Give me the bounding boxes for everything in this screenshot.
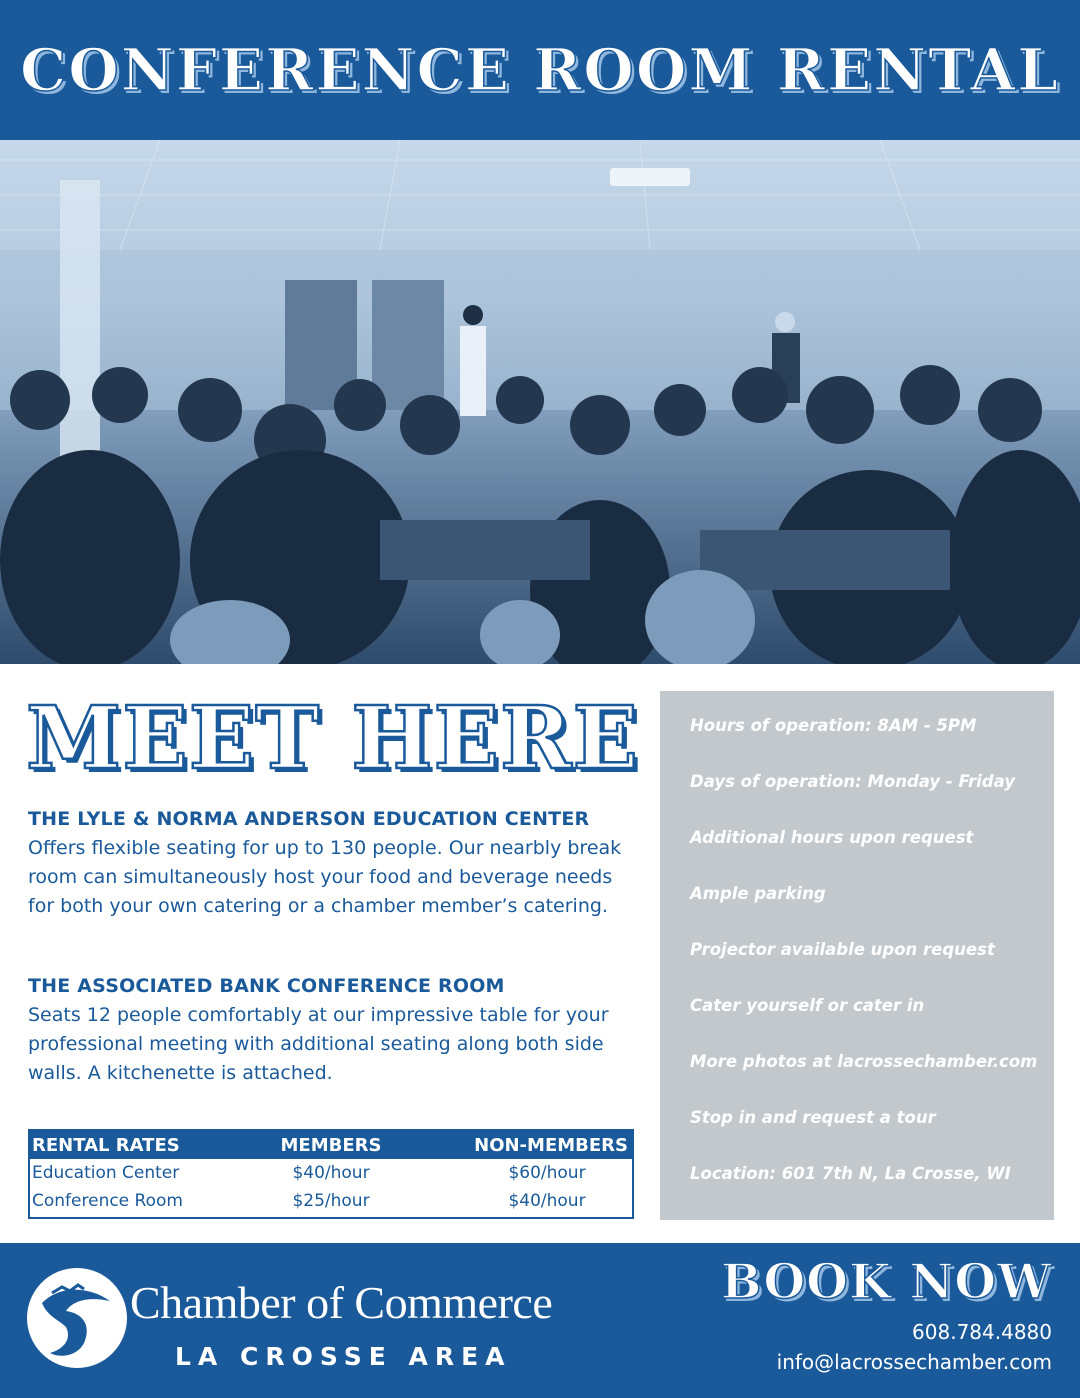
non-member-rate: $60/hour (508, 1163, 586, 1183)
info-days: Days of operation: Monday - Friday (690, 772, 1015, 791)
info-tour: Stop in and request a tour (690, 1108, 936, 1127)
conference-room-section (28, 975, 640, 1088)
header-members: MEMBERS (280, 1134, 382, 1156)
header-band (0, 0, 1080, 140)
email-link[interactable]: info@lacrossechamber.com (776, 1350, 1052, 1374)
page-title: CONFERENCE ROOM RENTAL (20, 36, 1060, 104)
meet-here-headline: MEET HERE (26, 688, 640, 789)
row-label: Conference Room (32, 1191, 183, 1211)
member-rate: $40/hour (292, 1163, 370, 1183)
info-hours: Hours of operation: 8AM - 5PM (690, 716, 977, 735)
member-rate: $25/hour (292, 1191, 370, 1211)
conference-photo (0, 140, 1080, 664)
table-row (30, 1187, 632, 1215)
info-projector: Projector available upon request (690, 940, 995, 959)
education-center-section (28, 808, 640, 921)
audience-illustration (0, 140, 1080, 664)
org-name: Chamber of Commerce (130, 1277, 553, 1328)
info-additional-hours: Additional hours upon request (690, 828, 974, 847)
section-body: Offers flexible seating for up to 130 people. Our nearbly break room can simultaneously host your food and beverage needs for both your own catering or a chamber member’s catering. (28, 837, 622, 917)
table-row (30, 1159, 632, 1187)
row-label: Education Center (32, 1163, 180, 1183)
info-location: Location: 601 7th N, La Crosse, WI (690, 1164, 1011, 1183)
rental-rates-table (28, 1129, 634, 1219)
header-non-members: NON-MEMBERS (474, 1134, 628, 1156)
header-rental-rates: RENTAL RATES (32, 1134, 180, 1156)
info-photos: More photos at lacrossechamber.com (690, 1052, 1038, 1071)
book-now-heading: BOOK NOW (720, 1254, 1052, 1310)
section-title: THE ASSOCIATED BANK CONFERENCE ROOM (28, 975, 505, 997)
section-body: Seats 12 people comfortably at our impressive table for your professional meeting with additional seating along both side walls. A kitchenette is attached. (28, 1004, 609, 1084)
table-header (30, 1131, 632, 1159)
section-title: THE LYLE & NORMA ANDERSON EDUCATION CENTER (28, 808, 590, 830)
info-catering: Cater yourself or cater in (690, 996, 925, 1015)
info-parking: Ample parking (690, 884, 826, 903)
non-member-rate: $40/hour (508, 1191, 586, 1211)
chamber-logo-icon (22, 1263, 132, 1373)
org-subtitle: LA CROSSE AREA (175, 1342, 512, 1371)
phone-number[interactable]: 608.784.4880 (912, 1320, 1052, 1344)
info-panel (660, 691, 1054, 1220)
